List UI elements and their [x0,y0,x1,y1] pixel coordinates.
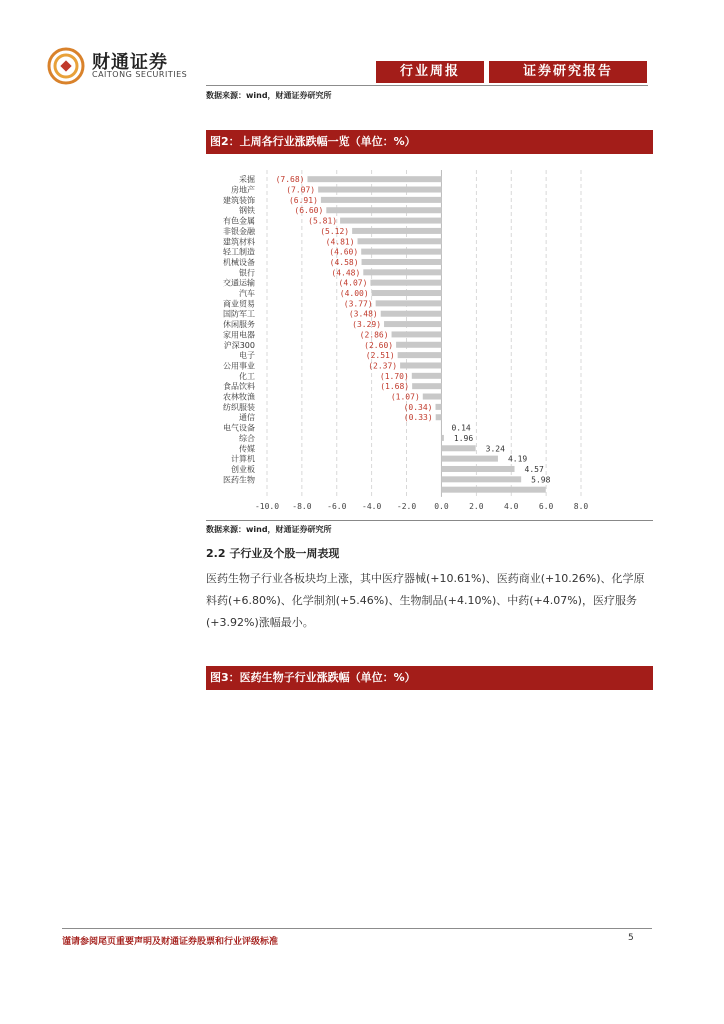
chart-data-label: (1.68) [380,382,410,392]
chart-data-label: (2.51) [365,351,395,361]
chart-data-label: (4.58) [329,257,359,267]
chart-bar [340,218,441,224]
footer-divider [62,928,652,929]
chart-bar [441,487,545,493]
chart-data-label: (4.60) [329,247,359,257]
chart-category-label: 银行 [239,268,255,278]
chart-category-label: 交通运输 [223,278,255,288]
chart-data-label: (1.07) [390,392,420,402]
chart-category-label: 医药生物 [223,475,255,485]
brand-name: 财通证券 [92,52,168,73]
chart-data-label: 4.57 [524,464,544,474]
chart-data-label: (4.81) [325,237,355,247]
section-paragraph: 医药生物子行业各板块均上涨，其中医疗器械(+10.61%)、医药商业(+10.26%)、化学原料药(+6.80%)、化学制剂(+5.46%)、生物制品(+4.10%)、中药(+4.07%)，医疗服务(+3.92%)涨幅最小。 [206,572,645,629]
chart-tick-label: -2.0 [396,501,417,511]
chart-category-label: 机械设备 [223,257,255,267]
chart-category-label: 电气设备 [223,423,255,433]
chart-tick-label: 0.0 [434,501,449,511]
chart-category-label: 休闲服务 [223,320,255,330]
chart-bar [441,435,443,441]
chart-bar [358,238,442,244]
chart-bar [326,207,441,213]
figure2-title: 图2：上周各行业涨跌幅一览（单位：%） [206,130,653,154]
chart-data-label: (5.12) [320,226,350,236]
chart-category-label: 创业板 [231,464,255,474]
chart-bar [441,466,514,472]
chart-bar [372,290,442,296]
chart-bar [321,197,442,203]
chart-data-label: 0.14 [451,423,471,433]
chart-bar [318,187,441,193]
chart-data-label: (6.91) [288,195,318,205]
chart-tick-label: 6.0 [538,501,554,511]
chart-bar [370,280,441,286]
brand-name-en: CAITONG SECURITIES [92,70,188,79]
chart-data-label: 4.19 [507,454,528,464]
chart-data-label: (6.60) [294,206,324,216]
chart-data-label: (2.86) [359,330,389,340]
chart-data-label: (7.68) [275,175,305,185]
page-number: 5 [628,933,634,943]
chart-data-label: (4.00) [339,289,369,299]
chart-bar [412,383,441,389]
figure3-title: 图3：医药生物子行业涨跌幅（单位：%） [206,666,653,690]
chart-bar [376,300,442,306]
report-category-tag: 证券研究报告 [489,61,647,83]
chart-data-label: (5.81) [308,216,338,226]
chart-bar [384,321,441,327]
chart-bar [363,269,441,275]
chart-bar [352,228,441,234]
chart-tick-label: -8.0 [292,501,312,511]
data-source-top: 数据来源：wind，财通证券研究所 [206,91,332,100]
chart-bar [412,373,442,379]
chart-category-label: 国防军工 [223,309,255,319]
chart-data-label: 5.98 [531,475,551,485]
chart-bar [423,394,442,400]
footer-disclaimer: 谨请参阅尾页重要声明及财通证券股票和行业评级标准 [62,937,279,947]
chart-tick-label: -10.0 [254,501,280,511]
chart-bar [362,259,442,265]
chart-data-label: 3.24 [485,444,505,454]
chart-bar [441,456,498,462]
chart-data-label: (4.07) [338,278,368,288]
chart-data-label: (0.33) [403,413,433,423]
chart-tick-label: 8.0 [573,501,589,511]
chart-category-label: 有色金属 [223,216,255,226]
chart-category-label: 综合 [239,433,255,443]
chart-bar [400,362,441,368]
brand-logo-icon [46,46,86,86]
section-title: 2.2 子行业及个股一周表现 [206,547,340,560]
chart-data-label: (4.48) [331,268,361,278]
chart-category-label: 家用电器 [223,330,255,340]
chart-data-label: 1.96 [453,433,474,443]
chart-category-label: 沪深300 [223,340,255,350]
report-type-tag: 行业周报 [376,61,484,83]
chart-category-label: 化工 [239,371,255,381]
chart-bar [392,331,442,337]
chart-category-label: 公用事业 [223,361,255,371]
chart-bar [396,342,441,348]
chart-category-label: 通信 [239,413,255,423]
chart-tick-label: -4.0 [362,501,382,511]
chart-category-label: 电子 [239,351,255,361]
chart-category-label: 采掘 [239,175,255,185]
chart-category-label: 建筑装饰 [223,195,255,205]
chart-bar [436,404,442,410]
chart-category-label: 商业贸易 [223,299,255,309]
chart-data-label: (3.77) [343,299,373,309]
chart-bar [361,249,441,255]
chart-bar [436,414,442,420]
chart-category-label: 房地产 [231,185,255,195]
chart-data-label: (3.48) [348,309,378,319]
chart-bar [441,476,521,482]
chart-tick-label: 2.0 [469,501,484,511]
figure2-bottom-rule [206,520,653,521]
chart-bar [381,311,442,317]
chart-data-label: (2.37) [368,361,398,371]
chart-category-label: 非银金融 [223,226,255,236]
chart-data-label: (3.29) [352,320,382,330]
chart-category-label: 计算机 [231,454,255,464]
chart-tick-label: 4.0 [503,501,519,511]
chart-category-label: 钢铁 [239,206,255,216]
chart-data-label: (0.34) [403,402,433,412]
chart-category-label: 建筑材料 [223,237,255,247]
chart-bar [398,352,442,358]
chart-category-label: 汽车 [239,289,255,299]
chart-category-label: 传媒 [239,444,255,454]
chart-category-label: 纺织服装 [223,402,255,412]
chart-bar [441,445,475,451]
chart-bar [307,176,441,182]
header-divider [206,85,648,86]
chart-data-label: (7.07) [286,185,316,195]
chart-category-label: 食品饮料 [223,382,255,392]
industry-change-chart [206,156,626,516]
chart-tick-label: -6.0 [327,501,347,511]
chart-category-label: 农林牧渔 [223,392,255,402]
chart-data-label: (2.60) [364,340,394,350]
chart-data-label: (1.70) [379,371,409,381]
chart-category-label: 轻工制造 [223,247,255,257]
figure2-source: 数据来源：wind，财通证券研究所 [206,525,332,534]
